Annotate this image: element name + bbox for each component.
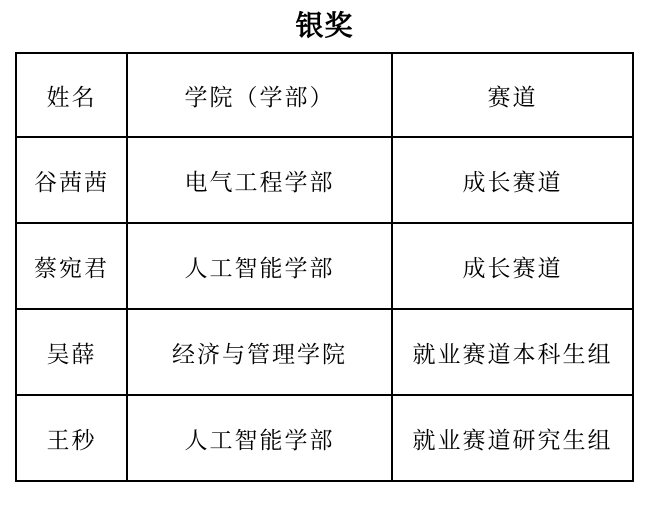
cell-track: 成长赛道 — [392, 137, 633, 223]
awards-table — [15, 52, 634, 482]
cell-college: 人工智能学部 — [127, 223, 392, 309]
table-row — [16, 223, 633, 309]
header-row — [16, 53, 633, 137]
cell-name: 王秒 — [16, 395, 127, 481]
cell-college: 电气工程学部 — [127, 137, 392, 223]
table-row — [16, 309, 633, 395]
column-header-track: 赛道 — [392, 53, 633, 137]
cell-college: 经济与管理学院 — [127, 309, 392, 395]
column-header-name: 姓名 — [16, 53, 127, 137]
cell-track: 就业赛道研究生组 — [392, 395, 633, 481]
column-header-college: 学院（学部） — [127, 53, 392, 137]
cell-name: 吴薛 — [16, 309, 127, 395]
cell-name: 谷茜茜 — [16, 137, 127, 223]
table-row — [16, 137, 633, 223]
cell-track: 成长赛道 — [392, 223, 633, 309]
table-row — [16, 395, 633, 481]
cell-name: 蔡宛君 — [16, 223, 127, 309]
page-title: 银奖 — [295, 11, 354, 42]
cell-college: 人工智能学部 — [127, 395, 392, 481]
cell-track: 就业赛道本科生组 — [392, 309, 633, 395]
